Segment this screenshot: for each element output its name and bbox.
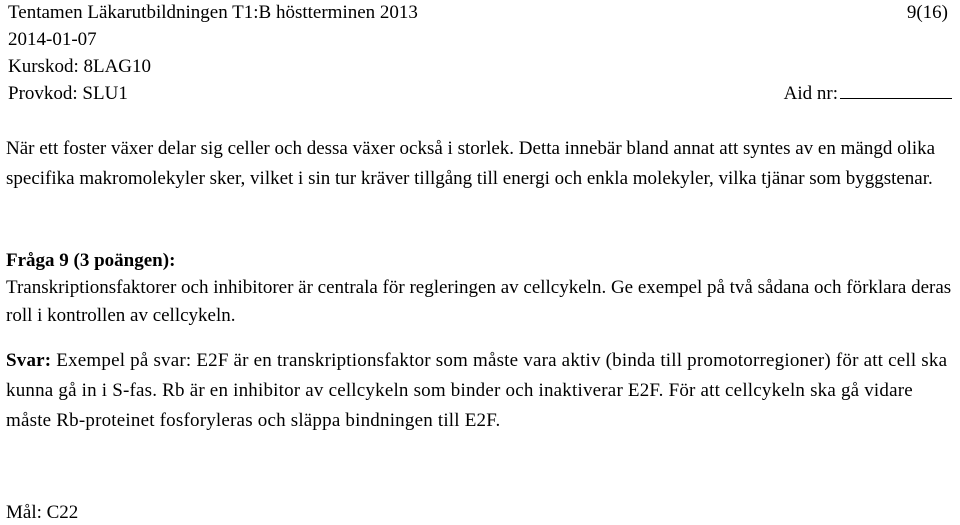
course-code: Kurskod: 8LAG10: [8, 56, 152, 77]
intro-paragraph: När ett foster växer delar sig celler och dessa växer också i storlek. Detta innebär bland annat att syntes av en mängd olika specifika makromolekyler sker, vilket i sin tur kräver tillgång till energi och enkla molekyler, vilka tjänar som byggstenar.: [6, 138, 936, 189]
exam-date: 2014-01-07: [8, 29, 97, 50]
aid-number-field: [784, 83, 952, 105]
page-number: 9(16): [906, 2, 948, 23]
question-heading: Fråga 9 (3 poängen):: [6, 250, 176, 271]
answer-text: Exempel på svar: E2F är en transkriptionsfaktor som måste vara aktiv (binda till promotorregioner) för att cell ska kunna gå in i S-fas. Rb är en inhibitor av cellcykeln som binder och inaktiverar E2F. För att cellcykeln ska gå vidare måste Rb-proteinet fosforyleras och släppa bindningen till E2F.: [6, 350, 948, 431]
exam-title: Tentamen Läkarutbildningen T1:B höstterminen 2013: [8, 2, 418, 23]
answer-label: Svar:: [6, 350, 52, 371]
aid-number-blank[interactable]: [840, 83, 952, 99]
exam-code: Provkod: SLU1: [8, 83, 128, 104]
aid-label: Aid nr:: [783, 83, 838, 104]
answer-paragraph: [6, 346, 954, 436]
question-text: Transkriptionsfaktorer och inhibitorer är centrala för regleringen av cellcykeln. Ge exempel på två sådana och förklara deras roll i kontrollen av cellcykeln.: [6, 277, 952, 326]
learning-goal: Mål: C22: [6, 502, 79, 523]
